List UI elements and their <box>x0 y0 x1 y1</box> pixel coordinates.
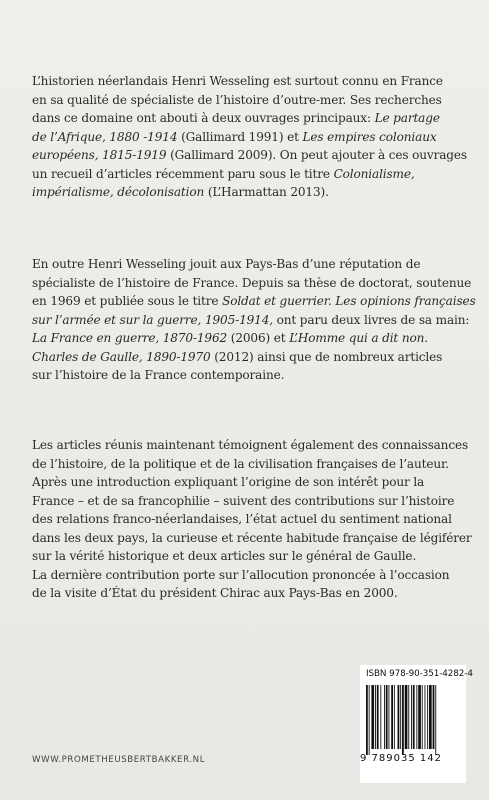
blurb-paragraph-1 <box>32 72 467 202</box>
publisher-website: WWW.PROMETHEUSBERTBAKKER.NL <box>32 755 206 765</box>
barcode-bar <box>435 685 436 755</box>
text-line <box>32 584 464 603</box>
text-line <box>32 455 464 474</box>
text-run: dans les deux pays, la curieuse et récente habitude française de légiférer <box>32 530 472 545</box>
barcode-bar <box>386 685 388 749</box>
barcode-bar <box>418 685 421 749</box>
text-run: Les articles réunis maintenant témoignent également des connaissances <box>32 438 469 452</box>
text-run: L’historien néerlandais Henri Wesseling est surtout connu en France <box>32 74 443 88</box>
barcode-bar <box>366 685 368 755</box>
barcode-bar <box>413 685 415 749</box>
text-line <box>32 72 464 91</box>
italic-title: européens, 1815-1919 <box>32 148 167 162</box>
text-run: ont paru deux livres de sa main: <box>272 312 470 327</box>
barcode-bar <box>411 685 412 749</box>
isbn-label: ISBN 978-90-351-4282-4 <box>366 669 473 679</box>
italic-title: Les empires coloniaux <box>302 129 437 144</box>
barcode-bar <box>369 685 370 755</box>
barcode-bar <box>427 685 428 749</box>
text-run: En outre Henri Wesseling jouit aux Pays-Bas d’une réputation de <box>32 257 421 271</box>
text-line <box>32 547 464 566</box>
italic-title: L’Homme qui a dit non. <box>289 331 428 345</box>
text-run: (L’Harmattan 2013). <box>204 185 329 199</box>
text-line <box>32 510 464 529</box>
text-run: sur l’histoire de la France contemporaine. <box>32 368 285 382</box>
barcode-bar <box>377 685 379 749</box>
text-run: (2012) ainsi que de nombreux articles <box>210 349 443 364</box>
barcode-bar <box>400 685 401 749</box>
text-run: (Gallimard 1991) et <box>177 129 303 144</box>
text-line <box>32 311 470 330</box>
barcode-bar <box>402 685 404 755</box>
text-run: de l’histoire, de la politique et de la civilisation françaises de l’auteur. <box>32 456 449 471</box>
text-line <box>32 183 464 202</box>
blurb-paragraph-2 <box>32 255 476 385</box>
barcode-sticker <box>360 665 473 783</box>
text-line <box>32 492 464 511</box>
text-run: (Gallimard 2009). On peut ajouter à ces ouvrages <box>166 148 467 162</box>
text-line <box>32 529 472 548</box>
text-line <box>32 348 464 367</box>
text-run: en 1969 et publiée sous le titre <box>32 294 223 308</box>
text-run: spécialiste de l’histoire de France. Depuis sa thèse de doctorat, soutenue <box>32 275 472 290</box>
barcode-bar <box>394 685 395 749</box>
italic-title: sur l’armée et sur la guerre, 1905-1914, <box>32 312 273 327</box>
text-run: de la visite d’État du président Chirac aux Pays-Bas en 2000. <box>32 586 398 600</box>
text-run: sur la vérité historique et deux articles sur le général de Gaulle. <box>32 549 417 563</box>
text-line <box>32 274 472 293</box>
text-line <box>32 436 469 455</box>
text-run: France – et de sa francophilie – suivent des contributions sur l’histoire <box>32 493 455 508</box>
text-line <box>32 566 464 585</box>
barcode-bar <box>380 685 381 749</box>
italic-title: impérialisme, décolonisation <box>32 185 205 199</box>
text-line <box>32 473 464 492</box>
italic-title: Le partage <box>374 111 440 125</box>
barcode-digits: 9 789035 142 <box>360 753 442 764</box>
barcode-bar <box>375 685 376 749</box>
text-line <box>32 109 464 128</box>
barcode-bar <box>429 685 432 749</box>
text-run: un recueil d’articles récemment paru sous le titre <box>32 166 334 181</box>
text-line <box>32 366 464 385</box>
text-line <box>32 128 464 147</box>
italic-title: Charles de Gaulle, 1890-1970 <box>32 349 211 364</box>
text-run: (2006) et <box>227 331 290 345</box>
barcode-bar <box>371 685 374 749</box>
barcode-bar <box>384 685 385 749</box>
text-line <box>32 292 476 311</box>
text-run: Après une introduction expliquant l’origine de son intérêt pour la <box>32 475 425 489</box>
text-line <box>32 146 467 165</box>
barcode-bar <box>405 685 408 749</box>
italic-title: Soldat et guerrier. Les opinions françaises <box>222 294 476 308</box>
text-line <box>32 329 464 348</box>
barcode-bar <box>389 685 390 749</box>
barcode-icon <box>366 685 460 755</box>
text-run: en sa qualité de spécialiste de l’histoire d’outre-mer. Ses recherches <box>32 92 442 107</box>
barcode-bar <box>425 685 426 749</box>
barcode-bar <box>422 685 423 749</box>
italic-title: de l’Afrique, 1880 -1914 <box>32 129 178 144</box>
barcode-bar <box>391 685 393 749</box>
text-run: des relations franco-néerlandaises, l’état actuel du sentiment national <box>32 512 452 526</box>
barcode-bar <box>398 685 400 749</box>
text-run: dans ce domaine ont abouti à deux ouvrages principaux: <box>32 111 375 125</box>
text-line <box>32 91 464 110</box>
barcode-bar <box>433 685 435 749</box>
blurb-paragraph-3 <box>32 436 472 603</box>
text-line <box>32 255 464 274</box>
text-run: La dernière contribution porte sur l’allocution prononcée à l’occasion <box>32 567 450 582</box>
barcode-bar <box>408 685 409 749</box>
text-line <box>32 165 464 184</box>
italic-title: Colonialisme, <box>333 166 415 181</box>
italic-title: La France en guerre, 1870-1962 <box>32 331 228 345</box>
barcode-bar <box>416 685 417 749</box>
